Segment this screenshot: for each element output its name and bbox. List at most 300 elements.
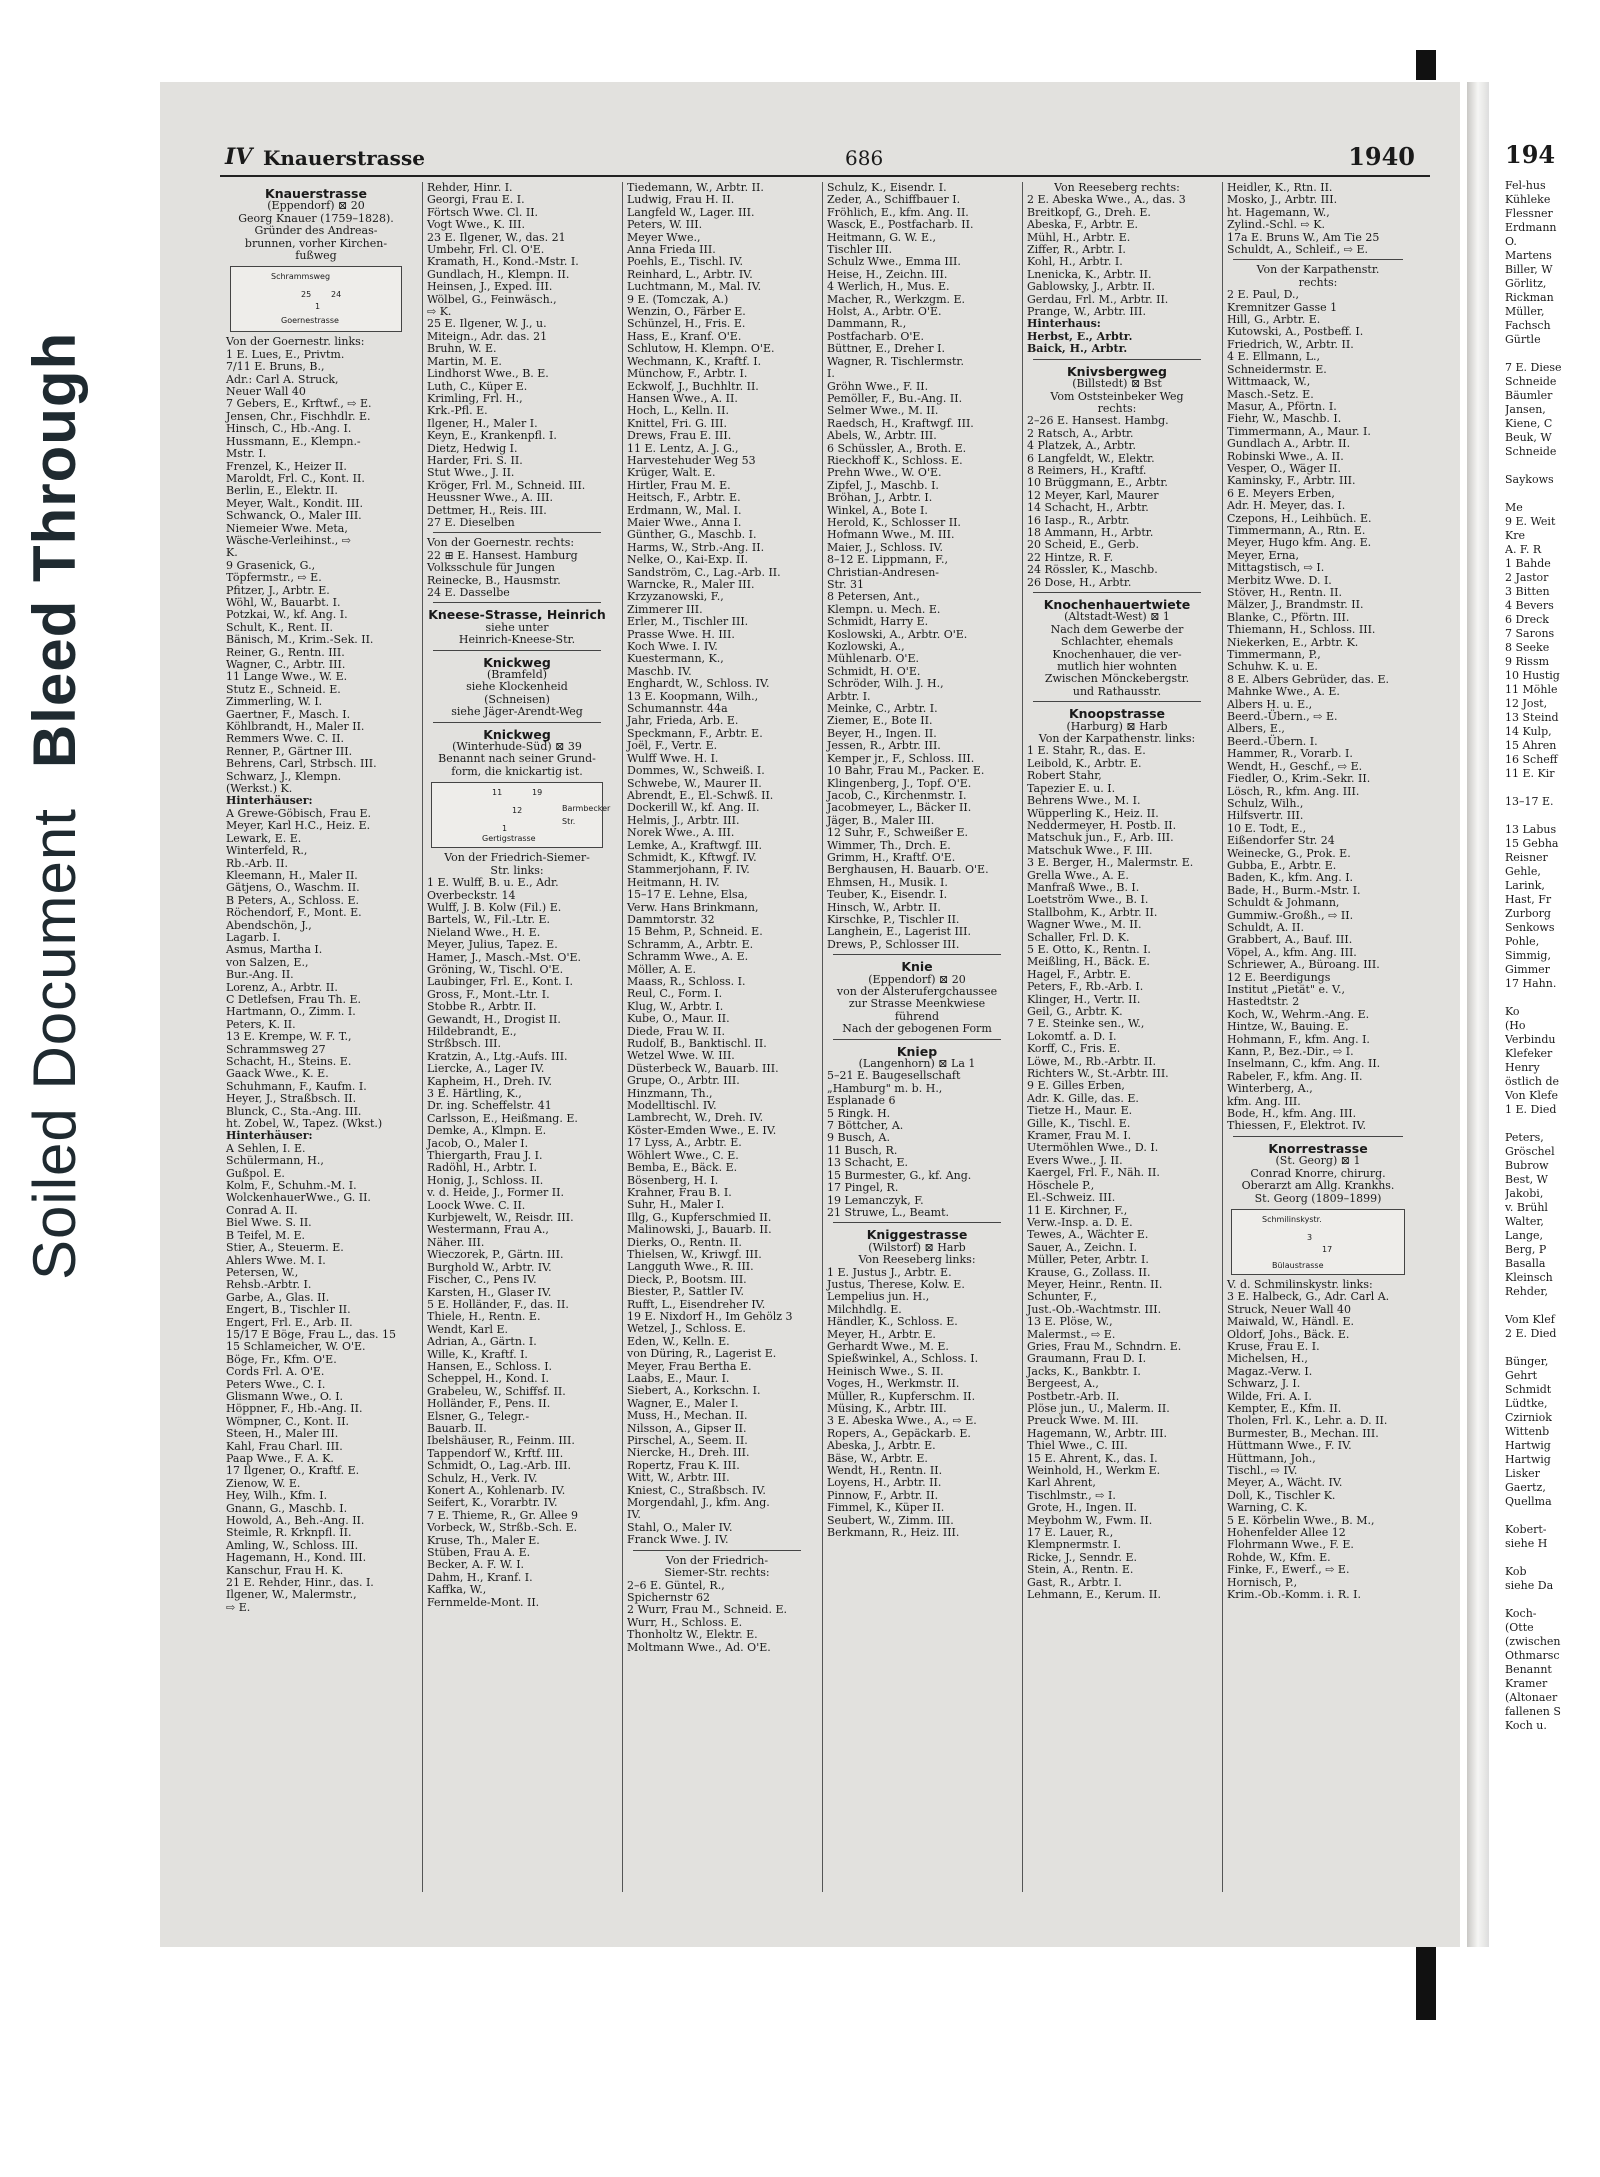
facing-page-line: Beuk, W — [1505, 431, 1552, 444]
facing-page-line: Von Klefe — [1505, 1089, 1558, 1102]
directory-entry: Renner, P., Gärtner III. — [226, 744, 353, 758]
directory-entry: Benannt nach seiner Grund- — [438, 752, 596, 766]
facing-page-line: Flessner — [1505, 207, 1553, 220]
facing-page-line — [1505, 1509, 1585, 1523]
directory-entry: Prange, W., Arbtr. III. — [1027, 305, 1146, 319]
directory-entry: Schaller, Frl. D. K. — [1027, 930, 1130, 944]
directory-entry: Heussner Wwe., A. III. — [427, 491, 554, 505]
facing-page-line: Martens — [1505, 249, 1552, 262]
directory-entry: Westermann, Frau A., — [427, 1223, 549, 1237]
directory-entry: Miteign., Adr. das. 21 — [427, 329, 548, 343]
directory-entry: 10 Bahr, Frau M., Packer. E. — [827, 764, 985, 778]
directory-entry: Rohde, W., Kfm. E. — [1227, 1550, 1331, 1564]
directory-entry: Abels, W., Arbtr. III. — [827, 429, 937, 443]
directory-entry: Zwischen Mönckebergstr. — [1044, 672, 1190, 686]
directory-entry: Lokomtf. a. D. I. — [1027, 1029, 1117, 1043]
directory-entry: Meyer, Walt., Kondit. III. — [226, 496, 364, 510]
directory-entry: 9 E. Gilles Erben, — [1027, 1079, 1125, 1093]
facing-page-line: Zurborg — [1505, 907, 1551, 920]
directory-entry: Postbetr.-Arb. II. — [1027, 1389, 1120, 1403]
directory-entry: Enghardt, W., Schloss. IV. — [627, 677, 770, 691]
directory-entry: Adrian, A., Gärtn. I. — [427, 1335, 537, 1349]
facing-page-line: Gehrt — [1505, 1369, 1538, 1382]
directory-entry: Dommes, W., Schweiß. I. — [627, 764, 765, 778]
directory-entry: 4 Werlich, H., Mus. E. — [827, 280, 950, 294]
directory-entry: 12 Meyer, Karl, Maurer — [1027, 488, 1159, 502]
directory-entry: Harvestehuder Weg 53 — [627, 453, 756, 467]
map1-label-n3: 1 — [315, 302, 321, 312]
directory-entry: Meyer, H., Arbtr. E. — [827, 1327, 936, 1341]
directory-entry: Wendt, H., Rentn. II. — [827, 1464, 943, 1478]
directory-entry: Malinowski, J., Bauarb. II. — [627, 1223, 772, 1237]
directory-entry: Stutz E., Schneid. E. — [226, 682, 341, 696]
directory-entry: Heinisch Wwe., S. II. — [827, 1364, 944, 1378]
facing-page-lines — [1505, 179, 1585, 1733]
directory-entry: Evers Wwe., J. II. — [1027, 1153, 1123, 1167]
entry-divider — [833, 1039, 1001, 1040]
directory-entry: Schuldt, A. II. — [1227, 920, 1304, 934]
directory-entry: Langfeld W., Lager. III. — [627, 205, 755, 219]
directory-entry: Honig, J., Schloss. II. — [427, 1173, 544, 1187]
directory-entry: Von der Friedrich- — [665, 1553, 769, 1567]
directory-entry: Nilsson, A., Gipser II. — [627, 1421, 747, 1435]
directory-entry: Geil, G., Arbtr. K. — [1027, 1005, 1123, 1018]
directory-entry: Tietze H., Maur. E. — [1027, 1104, 1133, 1118]
directory-entry: Plöse jun., U., Malerm. II. — [1027, 1402, 1170, 1415]
directory-entry: Gaertner, F., Masch. I. — [226, 707, 351, 721]
directory-entry: Pinnow, F., Arbtr. II. — [827, 1488, 939, 1502]
entry-divider — [433, 532, 601, 533]
directory-entry: Spichernstr 62 — [627, 1590, 711, 1604]
directory-entry: Ilgener, H., Maler I. — [427, 416, 538, 430]
directory-entry: 13 Schacht, E. — [827, 1156, 909, 1170]
directory-entry: Wilde, Fri. A. I. — [1227, 1389, 1312, 1403]
page-header — [225, 140, 1415, 174]
directory-entry: Morgendahl, J., kfm. Ang. — [627, 1496, 770, 1510]
directory-entry: Diede, Frau W. II. — [627, 1024, 725, 1038]
directory-entry: Schülermann, H., — [226, 1154, 324, 1168]
directory-entry: 15 Schlameicher, W. O'E. — [226, 1340, 366, 1354]
directory-entry: Grella Wwe., A. E. — [1027, 868, 1129, 882]
directory-entry: Dockerill W., kf. Ang. II. — [627, 801, 760, 815]
directory-entry: Bösenberg, H. I. — [627, 1173, 719, 1187]
directory-entry: Schulz, H., Verk. IV. — [427, 1471, 538, 1485]
directory-entry: Potzkai, W., kf. Ang. I. — [226, 608, 348, 622]
directory-entry: Peters, F., Rb.-Arb. I. — [1027, 980, 1144, 994]
directory-entry: Klinger, H., Vertr. II. — [1027, 992, 1141, 1006]
facing-page-line: Me — [1505, 501, 1523, 514]
facing-page-line: 13 Labus — [1505, 823, 1557, 836]
directory-entry: Dammann, R., — [827, 317, 907, 331]
directory-entry: Maiwald, W., Händl. E. — [1227, 1315, 1355, 1329]
directory-entry: Hartmann, O., Zimm. I. — [226, 1005, 356, 1019]
facing-page-line: 13–17 E. — [1505, 795, 1554, 808]
directory-entry: Zipfel, J., Maschb. I. — [827, 478, 939, 492]
directory-entry: Loetström Wwe., B. I. — [1027, 893, 1149, 907]
directory-entry: Beyer, H., Ingen. II. — [827, 726, 937, 740]
facing-page-line: 16 Scheff — [1505, 753, 1558, 766]
directory-entry: Kramath, H., Kond.-Mstr. I. — [427, 255, 579, 269]
directory-entry: Poehls, E., Tischl. IV. — [627, 255, 743, 269]
directory-entry: Schuldt & Johmann, — [1227, 896, 1340, 910]
facing-page-line: Senkows — [1505, 921, 1555, 934]
directory-entry: Wendt, H., Geschf., ⇨ E. — [1227, 759, 1363, 773]
directory-entry: Ziffer, R., Arbtr. I. — [1027, 243, 1126, 257]
directory-entry: Schünzel, H., Fris. E. — [627, 317, 746, 331]
directory-entry: Tischler III. — [827, 243, 893, 257]
facing-page-line: Lange, — [1505, 1229, 1543, 1242]
directory-entry: 3 E. Halbeck, G., Adr. Carl A. — [1227, 1290, 1390, 1304]
directory-entry: Lnenicka, K., Arbtr. II. — [1027, 267, 1152, 281]
directory-entry: Hohmann, F., kfm. Ang. I. — [1227, 1032, 1370, 1046]
directory-column-2 — [422, 182, 611, 1892]
directory-entry: Rb.-Arb. II. — [226, 856, 288, 870]
directory-entry: 3 E. Härtling, K., — [427, 1087, 522, 1100]
directory-entry: Inselmann, C., kfm. Ang. II. — [1227, 1057, 1381, 1071]
directory-entry: Steimle, R. Krknpfl. II. — [226, 1526, 352, 1540]
directory-entry: 4 E. Ellmann, L., — [1227, 350, 1321, 364]
directory-entry: Gablowsky, J., Arbtr. II. — [1027, 280, 1155, 294]
directory-entry: El.-Schweiz. III. — [1027, 1191, 1116, 1205]
directory-entry: Berkmann, R., Heiz. III. — [827, 1526, 960, 1540]
directory-entry: (Billstedt) ⊠ Bst — [1072, 377, 1162, 391]
directory-entry: 2 E. Paul, D., — [1227, 288, 1299, 302]
directory-entry: Timmermann, A., Rtn. E. — [1227, 523, 1366, 537]
street-heading: Knickweg — [483, 654, 551, 670]
facing-page-line: Fel-hus — [1505, 179, 1546, 192]
directory-entry: Adr. H. Meyer, das. I. — [1227, 499, 1346, 513]
directory-entry: Jensen, Chr., Fischhdlr. E. — [226, 409, 371, 423]
directory-entry: Howold, A., Beh.-Ang. II. — [226, 1514, 365, 1528]
directory-entry: Winterberg, A., — [1227, 1082, 1313, 1096]
directory-entry: 21 E. Rehder, Hinr., das. I. — [226, 1576, 374, 1590]
directory-entry: Wulff, J. B. Kolw (Fil.) E. — [427, 900, 562, 914]
directory-entry: Strßbsch. III. — [427, 1037, 502, 1051]
directory-entry: Fernmelde-Mont. II. — [427, 1595, 540, 1609]
directory-entry: Helmis, J., Arbtr. III. — [627, 813, 740, 827]
directory-entry: Kempter, E., Kfm. II. — [1227, 1401, 1342, 1415]
map2-label-n: 1 — [502, 824, 508, 834]
directory-entry: Oberarzt am Allg. Krankhs. — [1241, 1179, 1395, 1193]
directory-entry: Erler, M., Tischler III. — [627, 615, 749, 629]
directory-entry: Hussmann, E., Klempn.- — [226, 434, 361, 448]
directory-entry: Elsner, G., Telegr.- — [427, 1409, 530, 1423]
directory-entry: Schmidt, Harry E. — [827, 615, 929, 629]
directory-entry: Vom Oststeinbeker Weg — [1050, 389, 1184, 403]
directory-entry: 13 E. Koopmann, Wilh., — [627, 689, 759, 703]
directory-entry: 5 Ringk. H. — [827, 1106, 891, 1120]
facing-page-line: Saykows — [1505, 473, 1554, 486]
directory-entry: Jacks, K., Bankbtr. I. — [1027, 1364, 1141, 1378]
directory-entry: Klug, W., Arbtr. I. — [627, 999, 724, 1013]
map1-label-n2: 24 — [331, 290, 342, 300]
directory-entry: Volksschule für Jungen — [427, 561, 556, 575]
directory-entry: Zylind.-Schl. ⇨ K. — [1227, 218, 1325, 232]
directory-entry: Stut Wwe., J. II. — [427, 466, 515, 480]
directory-entry: Hildebrandt, E., — [427, 1024, 517, 1038]
directory-entry: Meyer, Heinr., Rentn. II. — [1027, 1277, 1163, 1291]
directory-entry: siehe unter — [485, 620, 549, 634]
directory-entry: Vöpel, A., kfm. Ang. III. — [1227, 945, 1357, 959]
map1-label-n1: 25 — [301, 290, 312, 300]
facing-page-line: 3 Bitten — [1505, 585, 1550, 598]
page-year: 1940 — [1348, 142, 1415, 171]
facing-page-line — [1505, 487, 1585, 501]
directory-entry: Hinterhäuser: — [226, 794, 313, 808]
directory-entry: Gerhardt Wwe., M. E. — [827, 1339, 949, 1353]
directory-entry: Höschele P., — [1027, 1178, 1095, 1192]
directory-entry: Kapheim, H., Dreh. IV. — [427, 1074, 552, 1088]
directory-entry: (Schneisen) — [484, 692, 550, 706]
directory-entry: Knochenhauer, die ver- — [1052, 647, 1182, 661]
entry-divider — [1033, 701, 1201, 702]
facing-page-line: (zwischen — [1505, 1635, 1561, 1648]
directory-entry: Behrens, Carl, Strbsch. III. — [226, 757, 377, 771]
directory-entry: Tapezier E. u. I. — [1027, 781, 1116, 795]
directory-entry: Sauer, A., Zeichn. I. — [1027, 1240, 1137, 1254]
directory-entry: Albers H. u. E., — [1227, 697, 1313, 711]
directory-entry: Struck, Neuer Wall 40 — [1227, 1302, 1352, 1316]
directory-entry: Winterfeld, R., — [226, 844, 308, 858]
directory-entry: (Altstadt-West) ⊠ 1 — [1064, 610, 1170, 624]
directory-entry: Fimmel, K., Küper II. — [827, 1501, 945, 1515]
directory-entry: Albers, E., — [1227, 722, 1285, 736]
directory-entry: Selmer Wwe., M. II. — [827, 404, 939, 418]
directory-entry: Lehmann, E., Kerum. II. — [1027, 1588, 1161, 1602]
directory-entry: Wille, K., Kraftf. I. — [427, 1347, 528, 1361]
directory-entry: ht. Zobel, W., Tapez. (Wkst.) — [226, 1117, 383, 1131]
directory-entry: Meyer, A., Wächt. IV. — [1227, 1476, 1343, 1490]
directory-entry: Wagner Wwe., M. II. — [1027, 918, 1142, 932]
directory-entry: Rufft, L., Eisendreher IV. — [627, 1297, 766, 1311]
running-street-title: Knauerstrasse — [263, 146, 425, 170]
directory-entry: Wetzel Wwe. W. III. — [627, 1049, 735, 1063]
directory-entry: Peters Wwe., C. I. — [226, 1377, 326, 1391]
directory-entry: Kirschke, P., Tischler II. — [827, 912, 960, 926]
directory-column-3 — [622, 182, 811, 1892]
directory-entry: Demke, A., Klmpn. E. — [427, 1124, 547, 1138]
facing-page-line: Czirniok — [1505, 1411, 1552, 1424]
directory-entry: Meyer, Frau Bertha E. — [627, 1359, 752, 1373]
directory-entry: Hass, E., Kranf. O'E. — [627, 329, 742, 343]
directory-entry: Gewandt, H., Drogist II. — [427, 1012, 561, 1026]
directory-entry: Stahl, O., Maler IV. — [627, 1520, 733, 1534]
directory-entry: 2 Wurr, Frau M., Schneid. E. — [627, 1603, 787, 1617]
directory-entry: Spießwinkel, A., Schloss. I. — [827, 1352, 979, 1366]
directory-entry: form, die knickartig ist. — [451, 764, 583, 778]
street-heading: Knoopstrasse — [1068, 706, 1166, 722]
directory-entry: Schrammsweg 27 — [226, 1042, 326, 1056]
facing-page-line: Othmarsc — [1505, 1649, 1560, 1662]
facing-page-line: 15 Gebha — [1505, 837, 1559, 850]
facing-page-line: Gaertz, — [1505, 1481, 1546, 1494]
directory-entry: ⇨ E. — [226, 1600, 251, 1614]
directory-entry: C Detlefsen, Frau Th. E. — [226, 992, 361, 1006]
directory-entry: Bode, H., kfm. Ang. III. — [1227, 1107, 1357, 1121]
directory-entry: Erdmann, W., Mal. I. — [627, 503, 742, 517]
directory-entry: Heitmann, H. IV. — [627, 875, 720, 889]
directory-entry: siehe Jäger-Arendt-Weg — [451, 705, 583, 719]
directory-entry: fußweg — [295, 249, 337, 263]
directory-entry: Müller, R., Kupferschm. II. — [827, 1389, 976, 1403]
directory-entry: Meinke, C., Arbtr. I. — [827, 702, 938, 716]
facing-page-line: Jansen, — [1505, 403, 1546, 416]
directory-entry: (Eppendorf) ⊠ 20 — [868, 972, 966, 986]
directory-entry: Wurr, H., Schloss. E. — [627, 1615, 743, 1629]
directory-entry: Eckwolf, J., Buchhltr. II. — [627, 379, 759, 393]
directory-entry: Abendschön, J., — [226, 918, 312, 932]
directory-entry: Heitmann, G. W. E., — [827, 230, 936, 244]
directory-entry: Schulz, K., Eisendr. I. — [827, 182, 947, 194]
directory-entry: 11 E. Lentz, A. J. G., — [627, 441, 739, 455]
directory-entry: Von der Karpathenstr. — [1256, 263, 1380, 277]
directory-entry: 7/11 E. Bruns, B., — [226, 360, 325, 374]
directory-entry: Arbtr. I. — [827, 689, 871, 703]
facing-page-line: Kramer — [1505, 1677, 1548, 1690]
directory-entry: führend — [894, 1009, 940, 1023]
directory-entry: B Teifel, M. E. — [226, 1228, 305, 1242]
directory-entry: Liercke, A., Lager IV. — [427, 1062, 545, 1076]
directory-entry: (Werkst.) K. — [226, 782, 293, 796]
entry-divider — [833, 1222, 1001, 1223]
directory-entry: 17 E. Lauer, R., — [1027, 1526, 1114, 1540]
street-heading: Knie — [901, 959, 933, 975]
directory-entry: Witt, W., Arbtr. III. — [627, 1471, 730, 1485]
directory-entry: Frenzel, K., Heizer II. — [226, 459, 347, 473]
directory-entry: Tischl., ⇨ IV. — [1227, 1464, 1298, 1477]
directory-entry: Berghausen, H. Bauarb. O'E. — [827, 863, 989, 877]
directory-entry: 12 Suhr, F., Schweißer E. — [827, 826, 969, 840]
directory-entry: Leibold, K., Arbtr. E. — [1027, 756, 1142, 770]
directory-entry: Garbe, A., Glas. II. — [226, 1290, 330, 1304]
directory-entry: Stammerjohann, F. IV. — [627, 863, 750, 877]
directory-entry: Dieck, P., Bootsm. III. — [627, 1272, 747, 1286]
directory-entry: Kratzin, A., Ltg.-Aufs. III. — [427, 1049, 568, 1063]
directory-entry: 13 E. Krempe, W. F. T., — [226, 1030, 352, 1044]
directory-entry: Meyer, Karl H.C., Heiz. E. — [226, 819, 371, 833]
directory-entry: WolckenhauerWwe., G. II. — [226, 1191, 371, 1205]
map3-label-n2: 17 — [1322, 1244, 1333, 1254]
directory-entry: Mühl, H., Arbtr. E. — [1027, 230, 1131, 244]
directory-entry: Gröhn Wwe., F. II. — [827, 379, 929, 393]
directory-entry: Hinsch, W., Arbtr. II. — [827, 900, 941, 914]
directory-entry: Prehn Wwe., W. O'E. — [827, 466, 942, 480]
directory-entry: Grabbert, A., Bauf. III. — [1227, 933, 1353, 947]
directory-entry: Heise, H., Zeichn. III. — [827, 267, 948, 281]
facing-page-line: Verbindu — [1505, 1033, 1556, 1046]
directory-entry: 5 E. Otto, K., Rentn. I. — [1027, 942, 1151, 956]
directory-entry: Neuer Wall 40 — [226, 385, 306, 399]
facing-page-line: Bäumler — [1505, 389, 1553, 402]
directory-entry: Burmester, B., Mechan. III. — [1227, 1426, 1379, 1440]
directory-column-6 — [1222, 182, 1413, 1892]
directory-entry: Wäsche-Verleihinst., ⇨ — [226, 533, 351, 547]
directory-entry: Ropertz, Frau K. III. — [627, 1458, 740, 1472]
facing-page-line: Hartwig — [1505, 1453, 1551, 1466]
directory-entry: Umbehr, Frl. Cl. O'E. — [427, 243, 545, 257]
directory-entry: Niemeier Wwe. Meta, — [226, 521, 348, 535]
directory-entry: Tappendorf W., Krftf. III. — [427, 1446, 564, 1460]
directory-entry: Hohenfelder Allee 12 — [1227, 1526, 1346, 1540]
facing-page-line: 6 Dreck — [1505, 613, 1549, 626]
directory-entry: (Eppendorf) ⊠ 20 — [267, 199, 365, 213]
directory-entry: brunnen, vorher Kirchen- — [244, 236, 388, 250]
directory-entry: mutlich hier wohnten — [1057, 660, 1177, 674]
directory-entry: Lagarb. I. — [226, 930, 281, 944]
directory-entry: Holländer, F., Pens. II. — [427, 1397, 551, 1411]
directory-entry: Schuldt, A., Schleif., ⇨ E. — [1227, 243, 1369, 257]
directory-entry: Von der Goernestr. links: — [226, 335, 365, 349]
directory-entry: Gast, R., Arbtr. I. — [1027, 1575, 1122, 1589]
directory-entry: Karsten, H., Glaser IV. — [427, 1285, 552, 1299]
facing-page-line: 10 Hustig — [1505, 669, 1560, 682]
directory-entry: Wagner, C., Arbtr. III. — [226, 658, 346, 671]
directory-entry: A Sehlen, I. E. — [226, 1141, 306, 1155]
directory-entry: Voges, H., Werkmstr. II. — [827, 1377, 960, 1391]
directory-entry: Gätjens, O., Waschm. II. — [226, 881, 360, 895]
directory-entry: Stein, A., Rentn. E. — [1027, 1563, 1134, 1577]
directory-entry: 11 Busch, R. — [827, 1143, 898, 1157]
directory-entry: Reiner, G., Rentn. III. — [226, 645, 345, 659]
directory-entry: von Salzen, E., — [226, 955, 309, 969]
directory-entry: Illg, G., Kupferschmied II. — [627, 1210, 772, 1224]
directory-entry: Wömpner, C., Kont. II. — [226, 1414, 350, 1428]
facing-page-line: Larink, — [1505, 879, 1545, 892]
directory-entry: Raedsch, H., Kraftwgf. III. — [827, 416, 974, 430]
facing-page-line: Hast, Fr — [1505, 893, 1552, 906]
directory-entry: Kruse, Th., Maler E. — [427, 1533, 540, 1547]
directory-entry: Schwarz, J. I. — [1227, 1377, 1301, 1391]
directory-entry: Zimmerling, W. I. — [226, 695, 323, 709]
directory-entry: 10 Brüggmann, E., Arbtr. — [1027, 476, 1168, 490]
directory-entry: Krause, G., Zollass. II. — [1027, 1265, 1151, 1279]
directory-entry: Tholen, Frl. K., Lehr. a. D. II. — [1227, 1414, 1388, 1428]
directory-entry: Rehsb.-Arbtr. I. — [226, 1278, 312, 1292]
directory-entry: Kahl, Frau Charl. III. — [226, 1439, 343, 1453]
directory-entry: Breitkopf, G., Dreh. E. — [1027, 205, 1151, 219]
directory-entry: Nelke, O., Kai-Exp. II. — [627, 553, 749, 567]
directory-entry: 11 E. Kirchner, F., — [1027, 1203, 1128, 1217]
directory-entry: Lemke, A., Kraftwgf. III. — [627, 838, 763, 852]
directory-entry: 9 Grasenick, G., — [226, 558, 316, 572]
directory-entry: Pfitzer, J., Arbtr. E. — [226, 583, 330, 597]
directory-entry: Holst, A., Arbtr. O'E. — [827, 305, 942, 319]
entry-divider — [1233, 259, 1403, 260]
directory-entry: Merbitz Wwe. D. I. — [1227, 573, 1332, 587]
directory-entry: 3 E. Berger, H., Malermstr. E. — [1027, 856, 1194, 870]
directory-entry: Jessen, R., Arbtr. III. — [827, 739, 941, 753]
directory-entry: Bade, H., Burm.-Mstr. I. — [1227, 883, 1361, 897]
facing-page-line: Biller, W — [1505, 263, 1553, 276]
facing-page-line: Berg, P — [1505, 1243, 1547, 1256]
directory-entry: Münchow, F., Arbtr. I. — [627, 367, 748, 381]
directory-entry: 22 Hintze, R. F. — [1027, 550, 1114, 564]
directory-entry: Köhlbrandt, H., Maler II. — [226, 720, 365, 734]
directory-entry: Eden, W., Kelln. E. — [627, 1334, 730, 1348]
directory-entry: Kaergel, Frl. F., Näh. II. — [1027, 1166, 1160, 1180]
directory-entry: (Winterhude-Süd) ⊠ 39 — [452, 740, 582, 754]
directory-entry: von der Alsterufergchaussee — [836, 985, 998, 998]
directory-entry: 19 Lemanczyk, F. — [827, 1193, 924, 1207]
directory-entry: Loyens, H., Arbtr. II. — [827, 1476, 942, 1490]
directory-entry: Sandström, C., Lag.-Arb. II. — [627, 565, 781, 579]
directory-entry: 17 Lyss, A., Arbtr. E. — [627, 1136, 742, 1150]
directory-entry: 23 E. Ilgener, W., das. 21 — [427, 230, 566, 244]
directory-entry: Petersen, W., — [226, 1265, 299, 1279]
page-gutter — [1467, 82, 1489, 1947]
directory-entry: 8 E. Albers Gebrüder, das. E. — [1227, 672, 1389, 686]
directory-entry: Schwebe, W., Maurer II. — [627, 776, 762, 790]
